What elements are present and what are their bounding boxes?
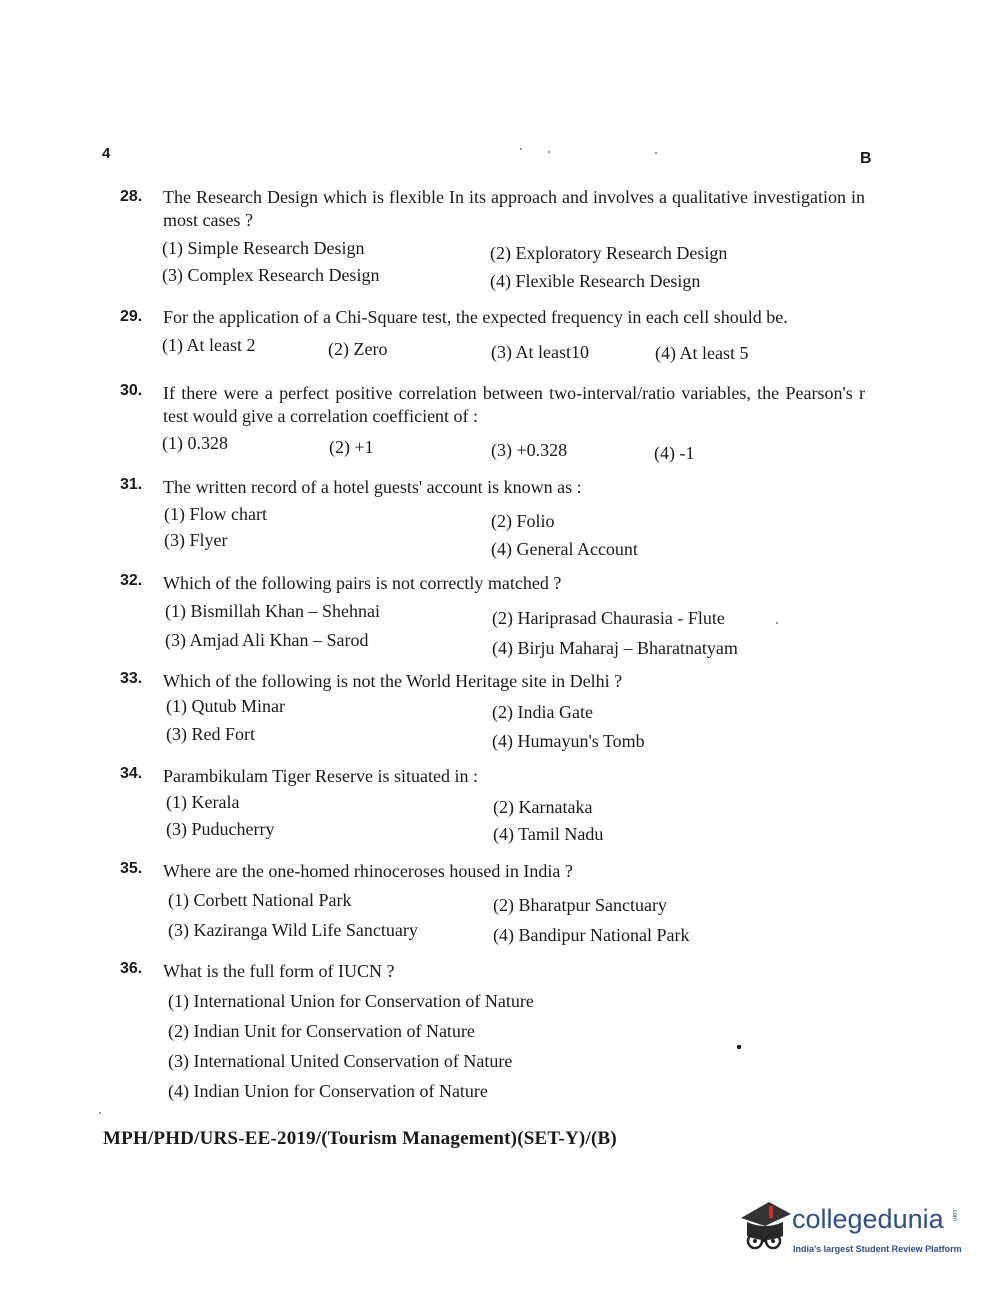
option-3: (3) Flyer <box>164 530 228 550</box>
question-35 <box>120 860 865 945</box>
option-4: (4) Flexible Research Design <box>490 271 701 291</box>
question-29 <box>120 306 865 363</box>
option-1: (1) Corbett National Park <box>168 890 352 910</box>
option-3: (3) Kaziranga Wild Life Sanctuary <box>168 920 418 940</box>
option-1: (1) Qutub Minar <box>166 696 285 716</box>
option-2: (2) Hariprasad Chaurasia - Flute <box>492 608 725 628</box>
question-text: For the application of a Chi-Square test, the expected frequency in each cell should be. <box>163 307 788 327</box>
option-4: (4) Bandipur National Park <box>493 925 690 945</box>
question-number: 31. <box>120 476 143 493</box>
page-number: 4 <box>102 145 111 162</box>
question-30 <box>120 382 865 463</box>
scan-speck <box>776 622 778 624</box>
paper-code-footer: MPH/PHD/URS-EE-2019/(Tourism Management)(SET-Y)/(B) <box>103 1128 617 1149</box>
option-1: (1) Kerala <box>166 792 240 812</box>
question-number: 28. <box>120 188 143 205</box>
question-33 <box>120 670 865 751</box>
option-3: (3) International United Conservation of Nature <box>168 1051 513 1071</box>
option-1: (1) 0.328 <box>162 433 228 453</box>
option-1: (1) Flow chart <box>164 504 267 524</box>
question-number: 34. <box>120 765 143 782</box>
scan-speck <box>548 151 550 153</box>
question-text: Which of the following is not the World Heritage site in Delhi ? <box>163 671 623 691</box>
logo-wordmark: collegedunia <box>792 1204 944 1234</box>
logo-tagline: India's largest Student Review Platform <box>793 1244 962 1254</box>
question-34 <box>120 765 865 844</box>
option-4: (4) -1 <box>654 443 695 463</box>
option-3: (3) Complex Research Design <box>162 265 380 285</box>
option-1: (1) At least 2 <box>162 335 256 355</box>
question-28 <box>120 186 865 291</box>
option-4: (4) Tamil Nadu <box>493 824 604 844</box>
option-2: (2) Zero <box>328 339 388 359</box>
option-2: (2) Indian Unit for Conservation of Nature <box>168 1021 475 1041</box>
option-3: (3) Red Fort <box>166 724 255 744</box>
question-text: Where are the one-homed rhinoceroses housed in India ? <box>163 861 573 881</box>
option-2: (2) India Gate <box>492 702 593 722</box>
option-4: (4) General Account <box>491 539 638 559</box>
option-4: (4) At least 5 <box>655 343 749 363</box>
option-3: (3) Amjad Ali Khan – Sarod <box>165 630 369 650</box>
scan-speck <box>737 1045 741 1049</box>
option-2: (2) +1 <box>329 437 374 457</box>
question-31 <box>120 476 865 559</box>
option-2: (2) Bharatpur Sanctuary <box>493 895 667 915</box>
question-32 <box>120 572 865 658</box>
question-number: 29. <box>120 308 143 325</box>
question-number: 36. <box>120 960 143 977</box>
collegedunia-logo <box>735 1196 965 1266</box>
question-text: Parambikulam Tiger Reserve is situated in : <box>163 766 478 786</box>
question-text: Which of the following pairs is not correctly matched ? <box>163 573 562 593</box>
question-36 <box>120 960 865 1101</box>
question-number: 32. <box>120 572 143 589</box>
option-2: (2) Exploratory Research Design <box>490 243 728 263</box>
question-text: The written record of a hotel guests' account is known as : <box>163 477 582 497</box>
option-3: (3) +0.328 <box>491 440 568 460</box>
question-number: 33. <box>120 670 143 687</box>
question-number: 35. <box>120 860 143 877</box>
set-label: B <box>860 150 872 167</box>
scan-speck <box>520 148 522 150</box>
option-2: (2) Karnataka <box>493 797 593 817</box>
logo-domain: .com <box>951 1208 957 1222</box>
option-1: (1) Bismillah Khan – Shehnai <box>165 601 380 621</box>
mascot-icon <box>735 1196 795 1258</box>
scan-speck <box>655 152 657 154</box>
question-number: 30. <box>120 382 143 399</box>
option-1: (1) Simple Research Design <box>162 238 365 258</box>
option-4: (4) Birju Maharaj – Bharatnatyam <box>492 638 738 658</box>
scan-speck <box>99 1112 101 1114</box>
question-text: If there were a perfect positive correlation between two-interval/ratio variables, the Pearson's r test would give a correlation coefficient of : <box>163 383 865 426</box>
option-4: (4) Indian Union for Conservation of Nature <box>168 1081 488 1101</box>
option-4: (4) Humayun's Tomb <box>492 731 645 751</box>
option-2: (2) Folio <box>491 511 555 531</box>
option-3: (3) At least10 <box>491 342 589 362</box>
option-3: (3) Puducherry <box>166 819 275 839</box>
option-1: (1) International Union for Conservation of Nature <box>168 991 534 1011</box>
question-text: What is the full form of IUCN ? <box>163 961 395 981</box>
question-text: The Research Design which is flexible In its approach and involves a qualitative investigation in most cases ? <box>163 187 865 230</box>
